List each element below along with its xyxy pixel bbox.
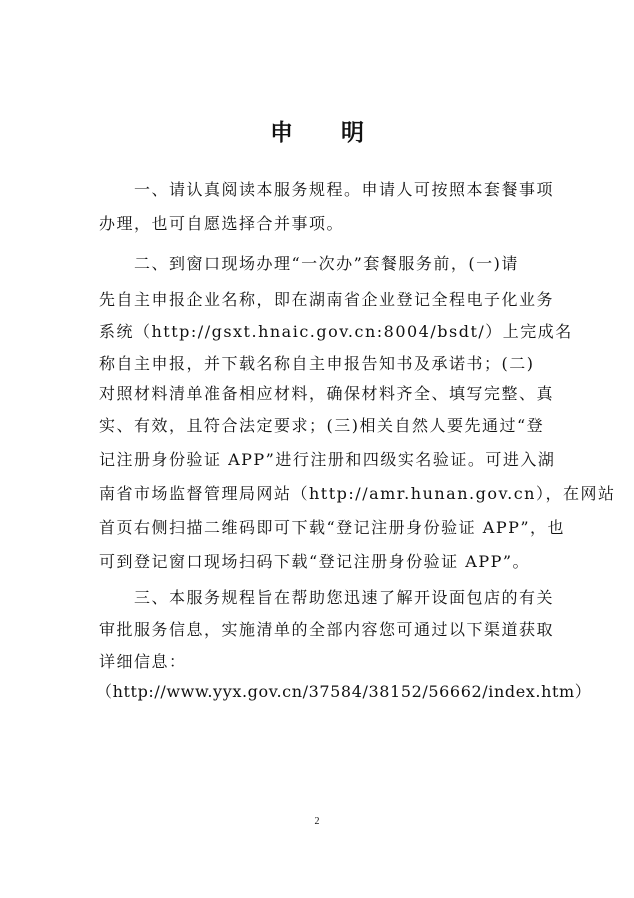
- paragraph-line: 首页右侧扫描二维码即可下载“登记注册身份验证 APP”，也: [99, 518, 566, 537]
- paragraph-line: 对照材料清单准备相应材料，确保材料齐全、填写完整、真: [99, 384, 555, 403]
- paragraph-line: 南省市场监督管理局网站（http://amr.hunan.gov.cn），在网站: [99, 484, 616, 503]
- paragraph-line: 先自主申报企业名称，即在湖南省企业登记全程电子化业务: [99, 290, 555, 309]
- paragraph-line: 系统（http://gsxt.hnaic.gov.cn:8004/bsdt/）上完成名: [99, 322, 573, 341]
- paragraph-line: 一、请认真阅读本服务规程。申请人可按照本套餐事项: [99, 180, 555, 199]
- paragraph-line: （http://www.yyx.gov.cn/37584/38152/56662/index.htm）: [96, 682, 592, 701]
- paragraph-line: 实、有效，且符合法定要求；(三)相关自然人要先通过“登: [99, 416, 545, 435]
- page-number: 2: [314, 816, 320, 827]
- paragraph-line: 审批服务信息，实施清单的全部内容您可通过以下渠道获取: [99, 620, 555, 639]
- paragraph-line: 二、到窗口现场办理“一次办”套餐服务前，(一)请: [99, 254, 519, 273]
- paragraph-line: 详细信息：: [99, 652, 187, 671]
- paragraph-line: 三、本服务规程旨在帮助您迅速了解开设面包店的有关: [99, 588, 555, 607]
- paragraph-line: 记注册身份验证 APP”进行注册和四级实名验证。可进入湖: [99, 450, 556, 469]
- paragraph-line: 可到登记窗口现场扫码下载“登记注册身份验证 APP”。: [99, 552, 531, 571]
- document-title: 申 明: [269, 120, 384, 146]
- paragraph-line: 称自主申报，并下载名称自主申报告知书及承诺书；(二): [99, 354, 535, 373]
- paragraph-line: 办理，也可自愿选择合并事项。: [99, 214, 345, 233]
